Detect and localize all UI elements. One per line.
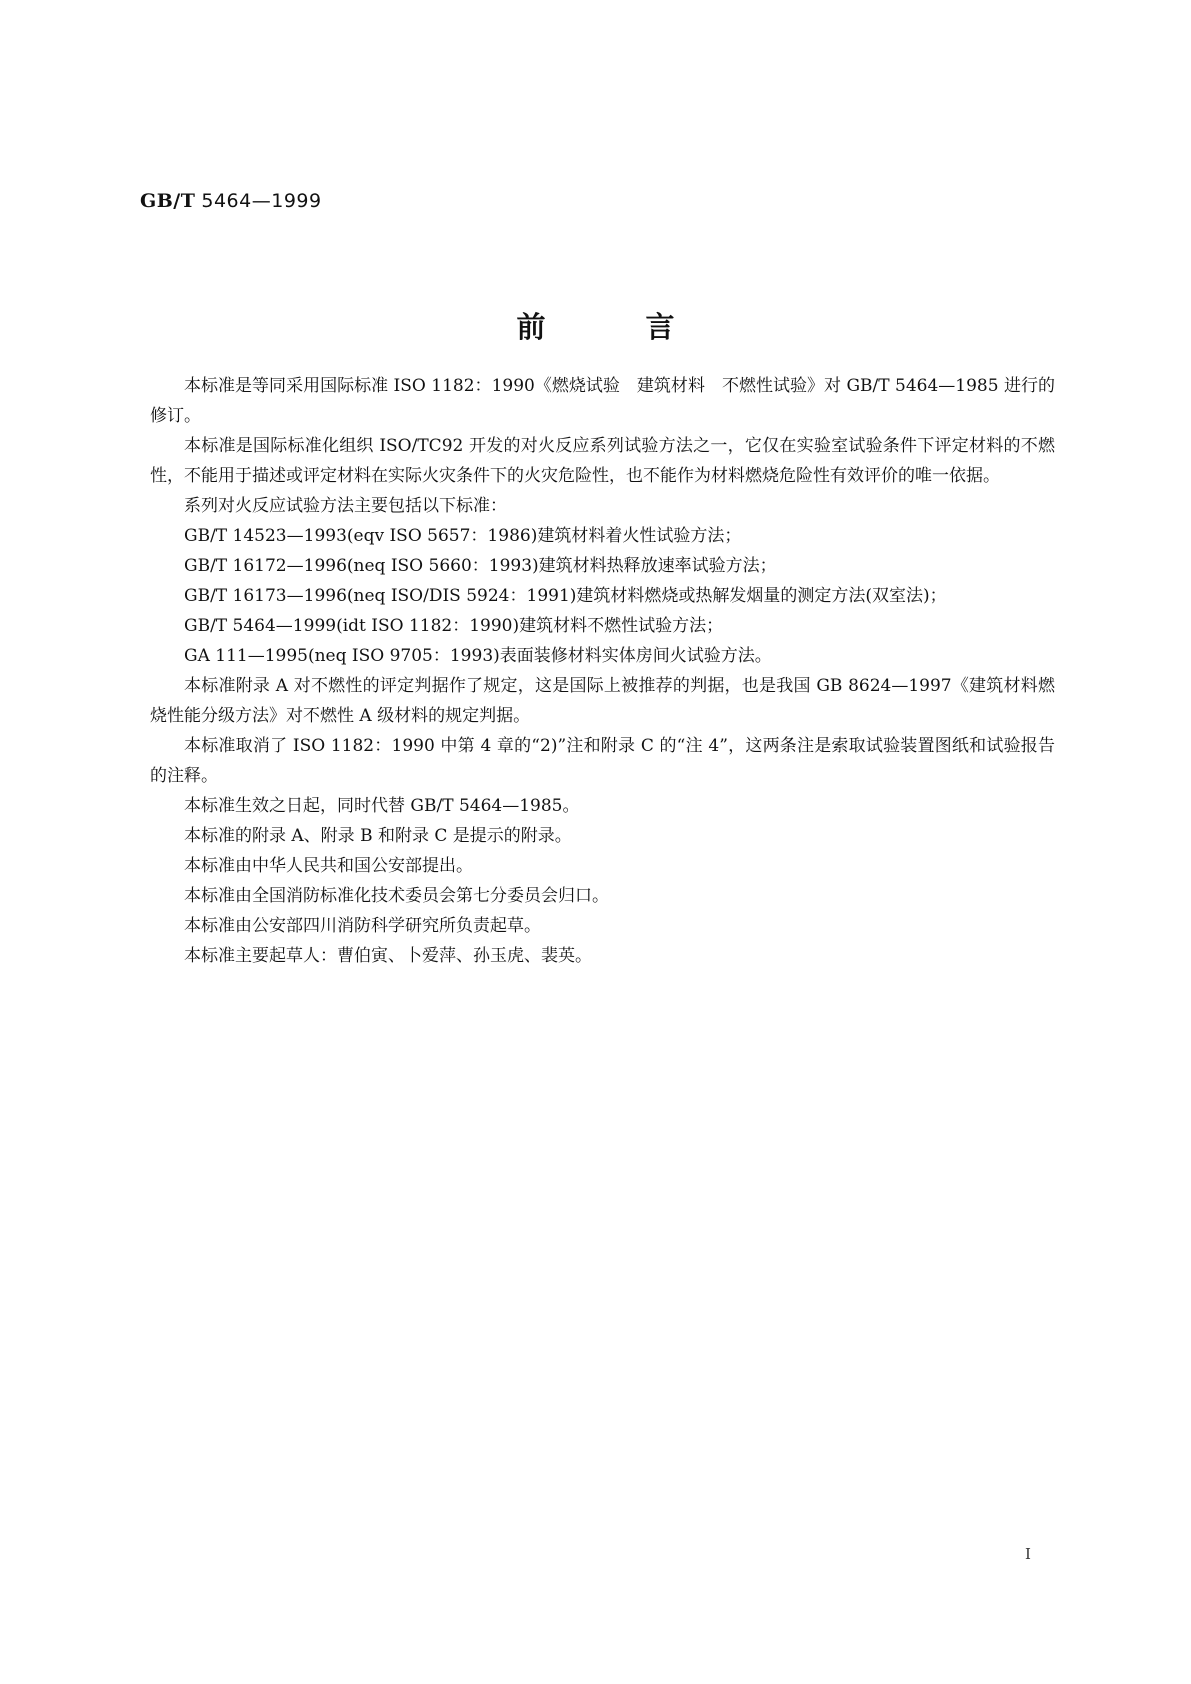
paragraph: 本标准由公安部四川消防科学研究所负责起草。 xyxy=(184,916,541,936)
paragraph: 本标准由中华人民共和国公安部提出。 xyxy=(184,856,473,876)
paragraph: 系列对火反应试验方法主要包括以下标准： xyxy=(184,496,507,516)
paragraph: 本标准是等同采用国际标准 ISO 1182：1990《燃烧试验 建筑材料 不燃性试验》对 GB/T 5464—1985 进行的修订。 xyxy=(150,376,1055,426)
standard-code-prefix: GB/T xyxy=(140,190,196,212)
standard-list-item: GB/T 16173—1996(neq ISO/DIS 5924：1991)建筑材料燃烧或热解发烟量的测定方法(双室法)； xyxy=(184,586,947,606)
standard-list-item: GB/T 5464—1999(idt ISO 1182：1990)建筑材料不燃性试验方法； xyxy=(184,616,724,636)
paragraph: 本标准生效之日起，同时代替 GB/T 5464—1985。 xyxy=(184,796,580,816)
paragraph: 本标准由全国消防标准化技术委员会第七分委员会归口。 xyxy=(184,886,609,906)
standard-list-item: GA 111—1995(neq ISO 9705：1993)表面装修材料实体房间火试验方法。 xyxy=(184,646,772,666)
paragraph: 本标准是国际标准化组织 ISO/TC92 开发的对火反应系列试验方法之一，它仅在实验室试验条件下评定材料的不燃性，不能用于描述或评定材料在实际火灾条件下的火灾危险性，也不能作为材料燃烧危险性有效评价的唯一依据。 xyxy=(150,436,1055,486)
page-title: 前言 xyxy=(516,310,775,344)
standard-list-item: GB/T 16172—1996(neq ISO 5660：1993)建筑材料热释放速率试验方法； xyxy=(184,556,777,576)
standard-code xyxy=(140,190,322,212)
paragraph: 本标准主要起草人：曹伯寅、卜爱萍、孙玉虎、裴英。 xyxy=(184,946,592,966)
paragraph: 本标准附录 A 对不燃性的评定判据作了规定，这是国际上被推荐的判据，也是我国 GB 8624—1997《建筑材料燃烧性能分级方法》对不燃性 A 级材料的规定判据。 xyxy=(150,676,1055,726)
paragraph: 本标准取消了 ISO 1182：1990 中第 4 章的“2)”注和附录 C 的“注 4”，这两条注是索取试验装置图纸和试验报告的注释。 xyxy=(150,736,1055,786)
page-number: I xyxy=(1025,1545,1031,1563)
standard-code-number: 5464—1999 xyxy=(201,190,322,212)
paragraph: 本标准的附录 A、附录 B 和附录 C 是提示的附录。 xyxy=(184,826,572,846)
standard-list-item: GB/T 14523—1993(eqv ISO 5657：1986)建筑材料着火性试验方法； xyxy=(184,526,742,546)
foreword-body xyxy=(150,371,1055,971)
